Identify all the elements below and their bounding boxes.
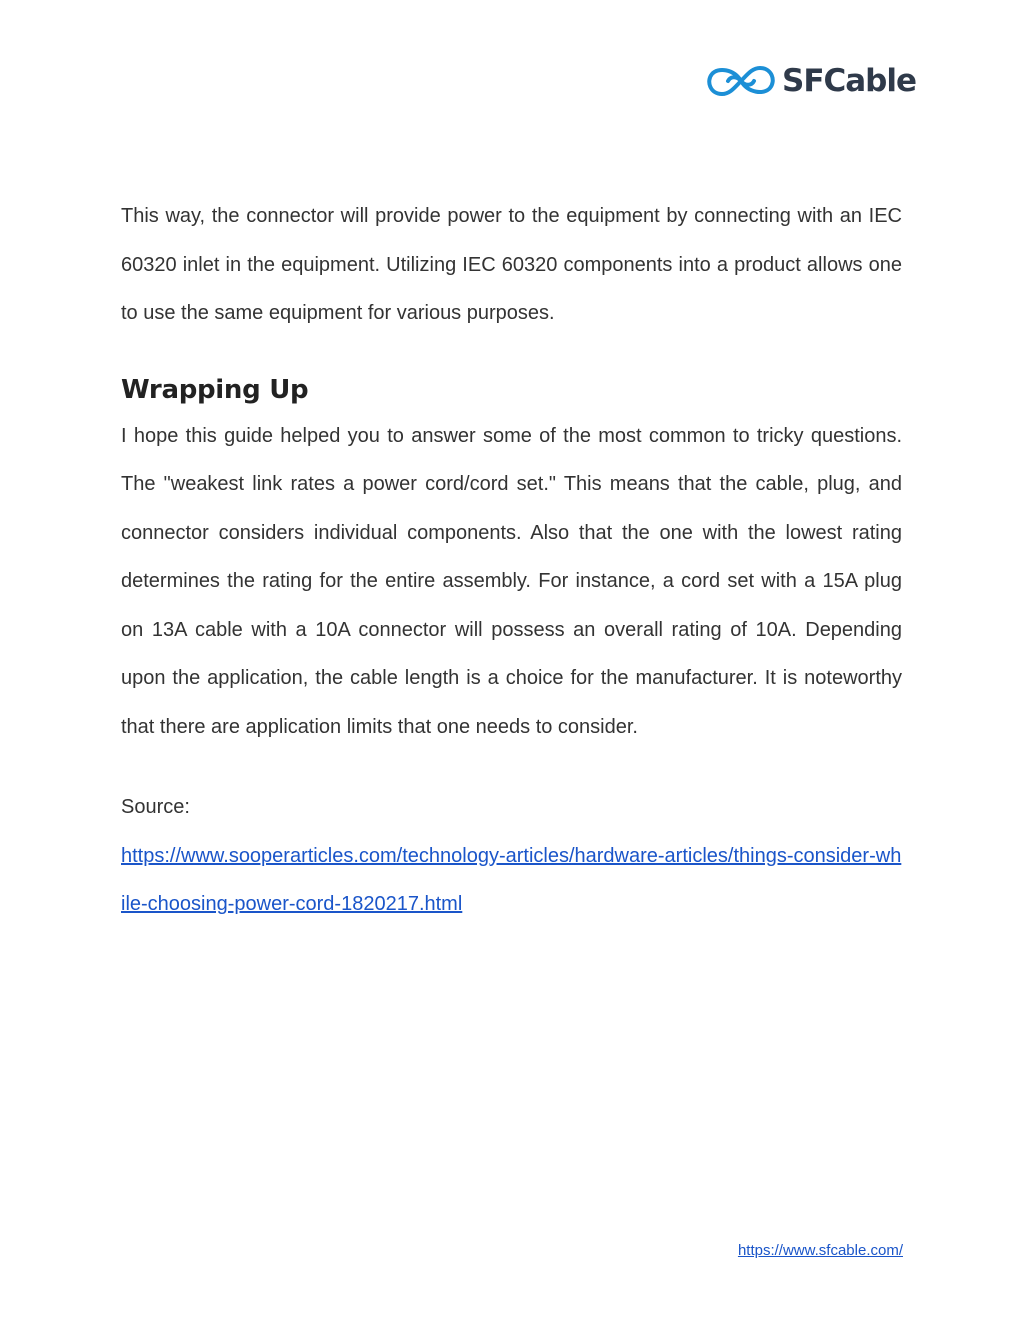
intro-paragraph: This way, the connector will provide power to the equipment by connecting with an IEC 60320 inlet in the equipment. Utilizing IEC 60320 components into a product allows one to use the same equipment for various purposes. bbox=[121, 205, 902, 324]
brand-name: SFCable bbox=[782, 63, 917, 99]
conclusion-paragraph: I hope this guide helped you to answer some of the most common to tricky questions. The "weakest link rates a power cord/cord set." This means that the cable, plug, and connector considers individual components. Also that the one with the lowest rating determines the rating for the entire assembly. For instance, a cord set with a 15A plug on 13A cable with a 10A connector will possess an overall rating of 10A. Depending upon the application, the cable length is a choice for the manufacturer. It is noteworthy that there are application limits that one needs to consider. bbox=[121, 424, 902, 738]
article-body bbox=[121, 192, 902, 929]
source-label: Source: bbox=[121, 796, 190, 818]
brand-logo bbox=[706, 60, 916, 102]
sfcable-loop-icon bbox=[706, 60, 776, 102]
source-link[interactable]: https://www.sooperarticles.com/technology-articles/hardware-articles/things-consider-while-choosing-power-cord-1820217.html bbox=[121, 844, 902, 915]
section-heading: Wrapping Up bbox=[121, 374, 309, 405]
footer-website-link[interactable]: https://www.sfcable.com/ bbox=[737, 1242, 903, 1259]
